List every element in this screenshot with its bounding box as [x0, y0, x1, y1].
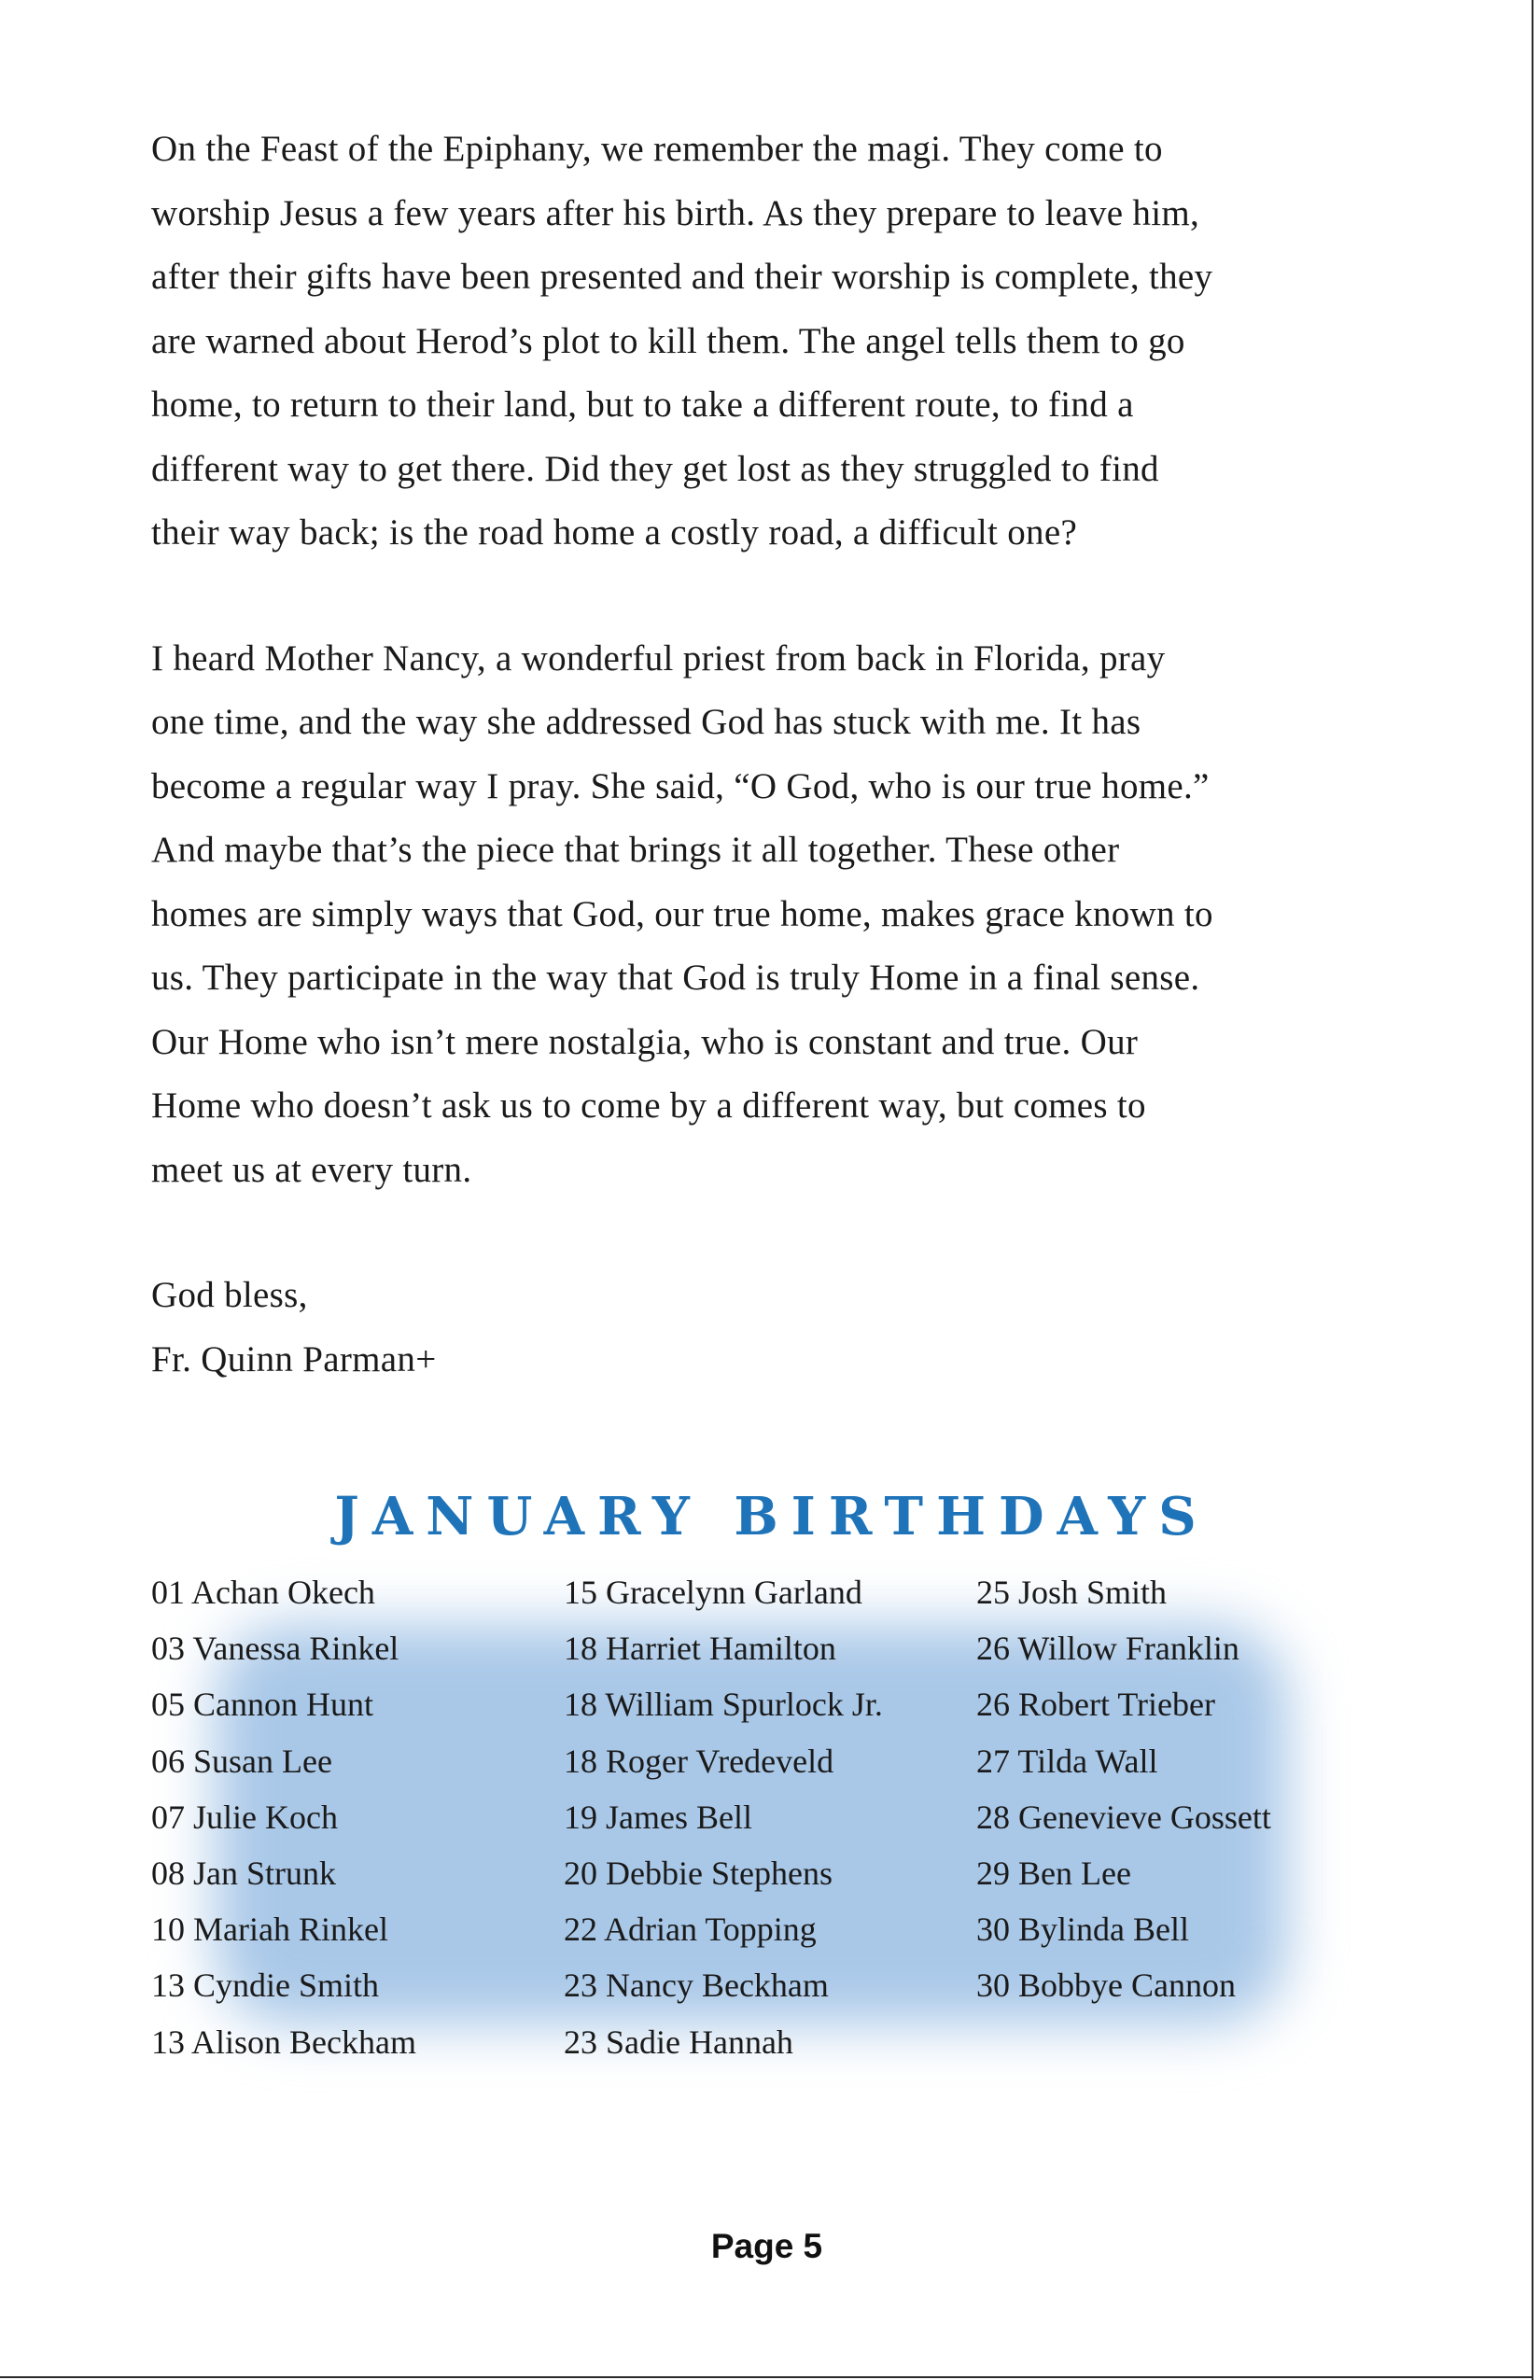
birthday-entry: 03 Vanessa Rinkel: [151, 1630, 399, 1668]
text-line: us. They participate in the way that God is truly Home in a final sense.: [151, 958, 1200, 998]
birthday-entry: 25 Josh Smith: [976, 1574, 1168, 1611]
paragraph-2: [151, 627, 1393, 1203]
text-line: meet us at every turn.: [151, 1149, 472, 1190]
text-line: are warned about Herod’s plot to kill them. The angel tells them to go: [151, 320, 1185, 361]
text-line: Our Home who isn’t mere nostalgia, who is constant and true. Our: [151, 1021, 1139, 1062]
birthday-entry: 01 Achan Okech: [151, 1574, 375, 1611]
birthday-entry: 07 Julie Koch: [151, 1798, 338, 1836]
birthday-entry: 28 Genevieve Gossett: [976, 1798, 1271, 1836]
signoff: [151, 1264, 1393, 1392]
page-number: Page 5: [710, 2227, 823, 2265]
text-line: their way back; is the road home a costly road, a difficult one?: [151, 512, 1078, 553]
birthdays-column-3: [976, 1564, 1271, 2014]
page-border-bottom: [0, 2376, 1533, 2378]
birthday-entry: 15 Gracelynn Garland: [564, 1574, 862, 1611]
birthday-entry: 30 Bylinda Bell: [976, 1911, 1189, 1949]
text-line: become a regular way I pray. She said, “O God, who is our true home.”: [151, 765, 1210, 806]
birthday-entry: 13 Cyndie Smith: [151, 1967, 380, 2005]
closing: God bless,: [151, 1275, 308, 1315]
text-line: And maybe that’s the piece that brings it all together. These other: [151, 830, 1120, 870]
birthdays-column-2: [564, 1564, 883, 2070]
text-line: Home who doesn’t ask us to come by a different way, but comes to: [151, 1085, 1146, 1126]
text-line: one time, and the way she addressed God has stuck with me. It has: [151, 702, 1141, 742]
birthdays-title: JANUARY BIRTHDAYS: [334, 1486, 1210, 1547]
signature: Fr. Quinn Parman+: [151, 1338, 437, 1379]
paragraph-1: [151, 118, 1393, 566]
birthday-entry: 06 Susan Lee: [151, 1742, 332, 1780]
birthday-entry: 13 Alison Beckham: [151, 2023, 416, 2061]
birthday-entry: 22 Adrian Topping: [564, 1911, 817, 1949]
text-line: I heard Mother Nancy, a wonderful priest from back in Florida, pray: [151, 637, 1166, 679]
page-border-right: [1532, 0, 1533, 2380]
text-line: worship Jesus a few years after his birth. As they prepare to leave him,: [151, 192, 1200, 233]
birthday-entry: 18 Roger Vredeveld: [564, 1742, 834, 1780]
birthday-entry: 10 Mariah Rinkel: [151, 1911, 388, 1949]
birthday-entry: 26 Willow Franklin: [976, 1630, 1239, 1668]
birthday-entry: 27 Tilda Wall: [976, 1742, 1158, 1780]
birthday-entry: 19 James Bell: [564, 1798, 752, 1836]
birthday-entry: 18 William Spurlock Jr.: [564, 1686, 883, 1724]
birthday-entry: 18 Harriet Hamilton: [564, 1630, 836, 1668]
text-line: On the Feast of the Epiphany, we remember the magi. They come to: [151, 129, 1163, 169]
birthday-entry: 26 Robert Trieber: [976, 1686, 1215, 1724]
text-line: different way to get there. Did they get lost as they struggled to find: [151, 448, 1159, 489]
birthday-entry: 20 Debbie Stephens: [564, 1855, 833, 1893]
text-line: home, to return to their land, but to take a different route, to find a: [151, 385, 1134, 425]
birthday-entry: 23 Nancy Beckham: [564, 1967, 829, 2005]
letter-body: [151, 118, 1393, 1392]
text-line: homes are simply ways that God, our true home, makes grace known to: [151, 893, 1213, 934]
text-line: after their gifts have been presented and their worship is complete, they: [151, 257, 1213, 297]
birthday-entry: 08 Jan Strunk: [151, 1855, 336, 1893]
birthday-entry: 05 Cannon Hunt: [151, 1686, 373, 1724]
birthday-entry: 30 Bobbye Cannon: [976, 1967, 1236, 2005]
birthday-entry: 29 Ben Lee: [976, 1855, 1131, 1893]
birthdays-column-1: [151, 1564, 416, 2070]
birthday-entry: 23 Sadie Hannah: [564, 2023, 793, 2061]
